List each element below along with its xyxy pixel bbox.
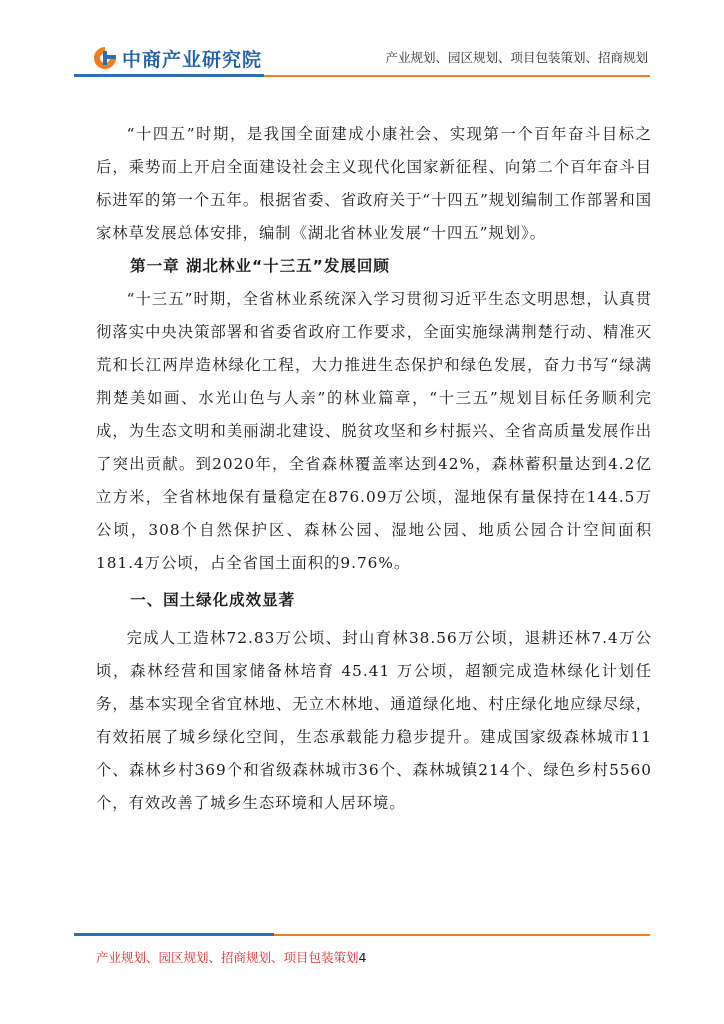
section-heading: 一、国土绿化成效显著 <box>130 591 296 609</box>
header-rule-orange <box>264 75 650 77</box>
logo-icon <box>92 45 118 71</box>
chapter-paragraph: “十三五”时期，全省林业系统深入学习贯彻习近平生态文明思想，认真贯彻落实中央决策部署和省委省政府工作要求，全面实施绿满荆楚行动、精准灭荒和长江两岸造林绿化工程，大力推进生态保护和绿色发展，奋力书写“绿满荆楚美如画、水光山色与人亲”的林业篇章，“十三五”规划目标任务顺利完成，为生态文明和美丽湖北建设、脱贫攻坚和乡村振兴、全省高质量发展作出了突出贡献。到2020年，全省森林覆盖率达到42%，森林蓄积量达到4.2亿立方米，全省林地保有量稳定在876.09万公顷，湿地保有量保持在144.5万公顷，308个自然保护区、森林公园、湿地公园、地质公园合计空间面积181.4万公顷，占全省国土面积的9.76%。 <box>96 290 652 572</box>
intro-paragraph: “十四五”时期，是我国全面建成小康社会、实现第一个百年奋斗目标之后，乘势而上开启全面建设社会主义现代化国家新征程、向第二个百年奋斗目标进军的第一个五年。根据省委、省政府关于“十四五”规划编制工作部署和国家林草发展总体安排，编制《湖北省林业发展“十四五”规划》。 <box>96 125 652 242</box>
footer-text <box>96 948 366 966</box>
logo <box>92 44 262 72</box>
chapter-heading: 第一章 湖北林业“十三五”发展回顾 <box>130 257 390 275</box>
footer-rule-orange <box>274 934 650 936</box>
header-rule-blue <box>74 74 264 77</box>
header-tagline: 产业规划、园区规划、项目包装策划、招商规划 <box>385 50 648 65</box>
page-header <box>0 0 724 80</box>
document-body <box>96 118 652 820</box>
section-paragraph: 完成人工造林72.83万公顷、封山育林38.56万公顷，退耕还林7.4万公顷，森林经营和国家储备林培育 45.41 万公顷，超额完成造林绿化计划任务，基本实现全省宜林地、无立木林地、通道绿化地、村庄绿化地应绿尽绿，有效拓展了城乡绿化空间，生态承载能力稳步提升。建成国家级森林城市11个、森林乡村369个和省级森林城市36个、森林城镇214个、绿色乡村5560个，有效改善了城乡生态环境和人居环境。 <box>96 629 652 812</box>
logo-text: 中商产业研究院 <box>122 48 263 71</box>
footer-rule-blue <box>74 933 274 936</box>
page-footer <box>0 930 724 1024</box>
footer-tagline: 产业规划、园区规划、招商规划、项目包装策划 <box>96 950 359 965</box>
page-number: 4 <box>358 950 367 965</box>
